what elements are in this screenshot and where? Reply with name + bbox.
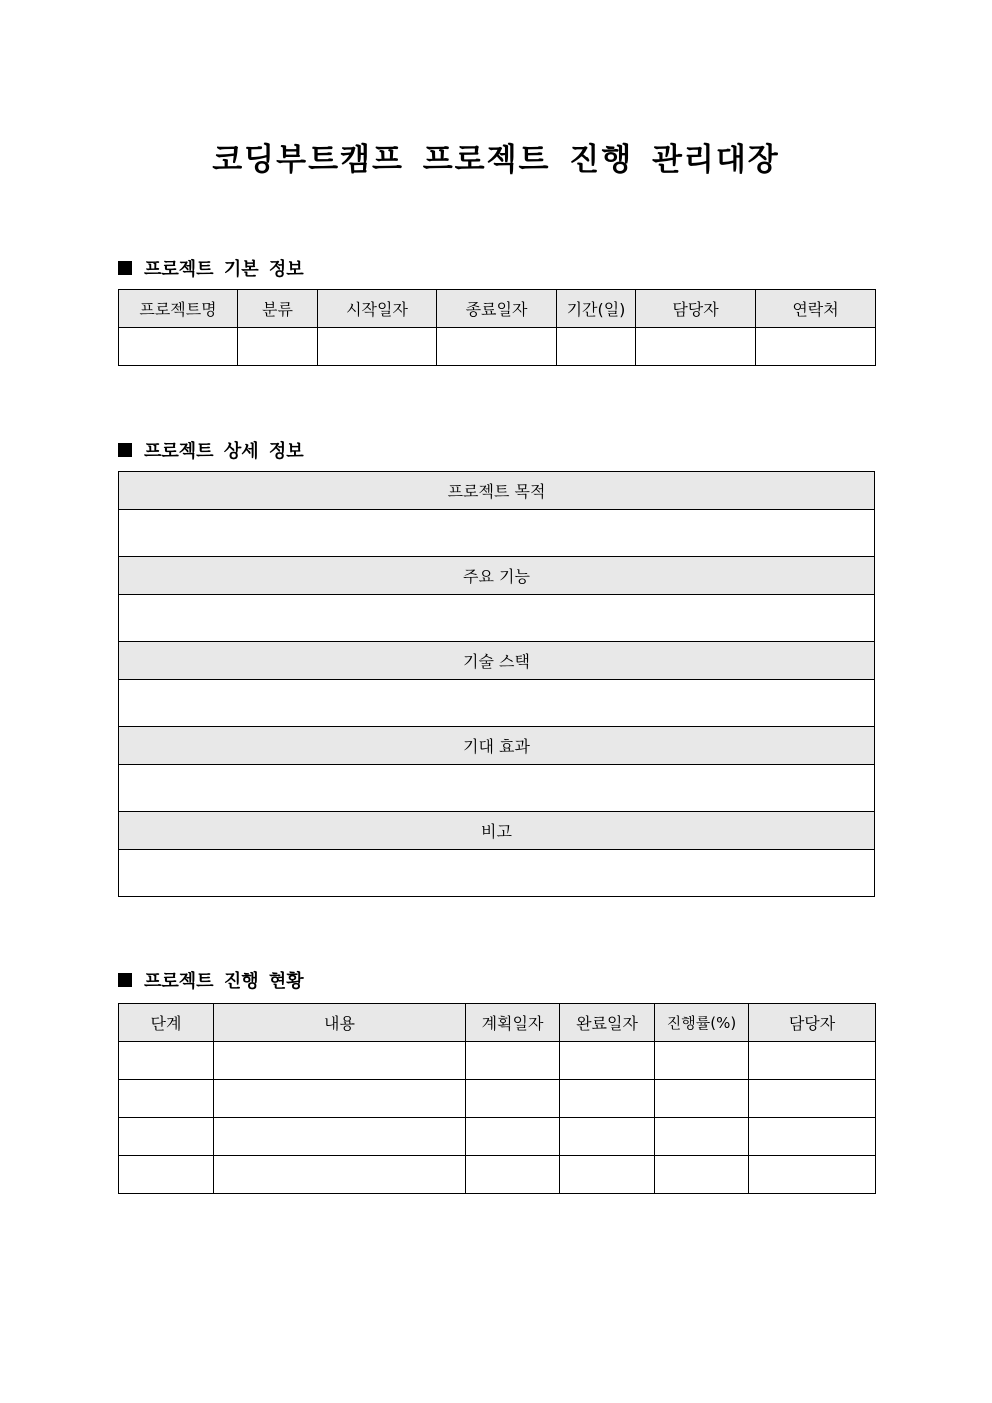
detail-header-cell: 기술 스택 <box>119 642 875 680</box>
detail-input-cell[interactable] <box>119 765 875 812</box>
detail-header-cell: 기대 효과 <box>119 727 875 765</box>
input-cell[interactable] <box>557 328 636 366</box>
header-cell: 담당자 <box>636 290 756 328</box>
input-cell[interactable] <box>655 1042 749 1080</box>
input-cell[interactable] <box>214 1080 466 1118</box>
detail-header-cell: 주요 기능 <box>119 557 875 595</box>
table-header-row <box>119 290 876 328</box>
section-detail-heading <box>118 437 304 463</box>
section-detail-label: 프로젝트 상세 정보 <box>144 441 304 462</box>
detail-info-table <box>118 471 875 897</box>
input-cell[interactable] <box>560 1042 655 1080</box>
square-bullet-icon <box>118 973 132 987</box>
input-cell[interactable] <box>655 1118 749 1156</box>
detail-input-cell[interactable] <box>119 850 875 897</box>
input-cell[interactable] <box>749 1042 876 1080</box>
header-cell: 내용 <box>214 1004 466 1042</box>
header-cell: 프로젝트명 <box>119 290 238 328</box>
input-cell[interactable] <box>636 328 756 366</box>
input-cell[interactable] <box>214 1042 466 1080</box>
input-cell[interactable] <box>466 1042 560 1080</box>
section-progress-heading <box>118 967 304 993</box>
basic-info-table <box>118 289 876 366</box>
header-cell: 종료일자 <box>437 290 557 328</box>
input-cell[interactable] <box>119 1118 214 1156</box>
table-header-row <box>119 1004 876 1042</box>
input-cell[interactable] <box>214 1156 466 1194</box>
input-cell[interactable] <box>437 328 557 366</box>
input-cell[interactable] <box>560 1156 655 1194</box>
header-cell: 진행률(%) <box>655 1004 749 1042</box>
detail-input-cell[interactable] <box>119 595 875 642</box>
header-cell: 연락처 <box>756 290 876 328</box>
section-progress-label: 프로젝트 진행 현황 <box>144 971 304 992</box>
input-cell[interactable] <box>214 1118 466 1156</box>
header-cell: 기간(일) <box>557 290 636 328</box>
table-row <box>119 1118 876 1156</box>
table-row <box>119 328 876 366</box>
header-cell: 분류 <box>238 290 318 328</box>
input-cell[interactable] <box>119 1080 214 1118</box>
header-cell: 시작일자 <box>318 290 437 328</box>
section-basic-label: 프로젝트 기본 정보 <box>144 259 304 280</box>
input-cell[interactable] <box>756 328 876 366</box>
detail-input-cell[interactable] <box>119 510 875 557</box>
input-cell[interactable] <box>749 1156 876 1194</box>
input-cell[interactable] <box>318 328 437 366</box>
header-cell: 완료일자 <box>560 1004 655 1042</box>
square-bullet-icon <box>118 261 132 275</box>
section-basic-heading <box>118 255 304 281</box>
document-title: 코딩부트캠프 프로젝트 진행 관리대장 <box>212 142 780 178</box>
input-cell[interactable] <box>119 328 238 366</box>
input-cell[interactable] <box>749 1080 876 1118</box>
header-cell: 계획일자 <box>466 1004 560 1042</box>
detail-header-cell: 프로젝트 목적 <box>119 472 875 510</box>
input-cell[interactable] <box>466 1156 560 1194</box>
detail-input-cell[interactable] <box>119 680 875 727</box>
input-cell[interactable] <box>560 1080 655 1118</box>
header-cell: 단계 <box>119 1004 214 1042</box>
table-row <box>119 1042 876 1080</box>
input-cell[interactable] <box>749 1118 876 1156</box>
progress-table <box>118 1003 876 1194</box>
input-cell[interactable] <box>560 1118 655 1156</box>
detail-header-cell: 비고 <box>119 812 875 850</box>
square-bullet-icon <box>118 443 132 457</box>
header-cell: 담당자 <box>749 1004 876 1042</box>
table-row <box>119 1080 876 1118</box>
table-row <box>119 1156 876 1194</box>
input-cell[interactable] <box>119 1156 214 1194</box>
input-cell[interactable] <box>466 1080 560 1118</box>
input-cell[interactable] <box>655 1156 749 1194</box>
input-cell[interactable] <box>119 1042 214 1080</box>
input-cell[interactable] <box>466 1118 560 1156</box>
input-cell[interactable] <box>655 1080 749 1118</box>
input-cell[interactable] <box>238 328 318 366</box>
